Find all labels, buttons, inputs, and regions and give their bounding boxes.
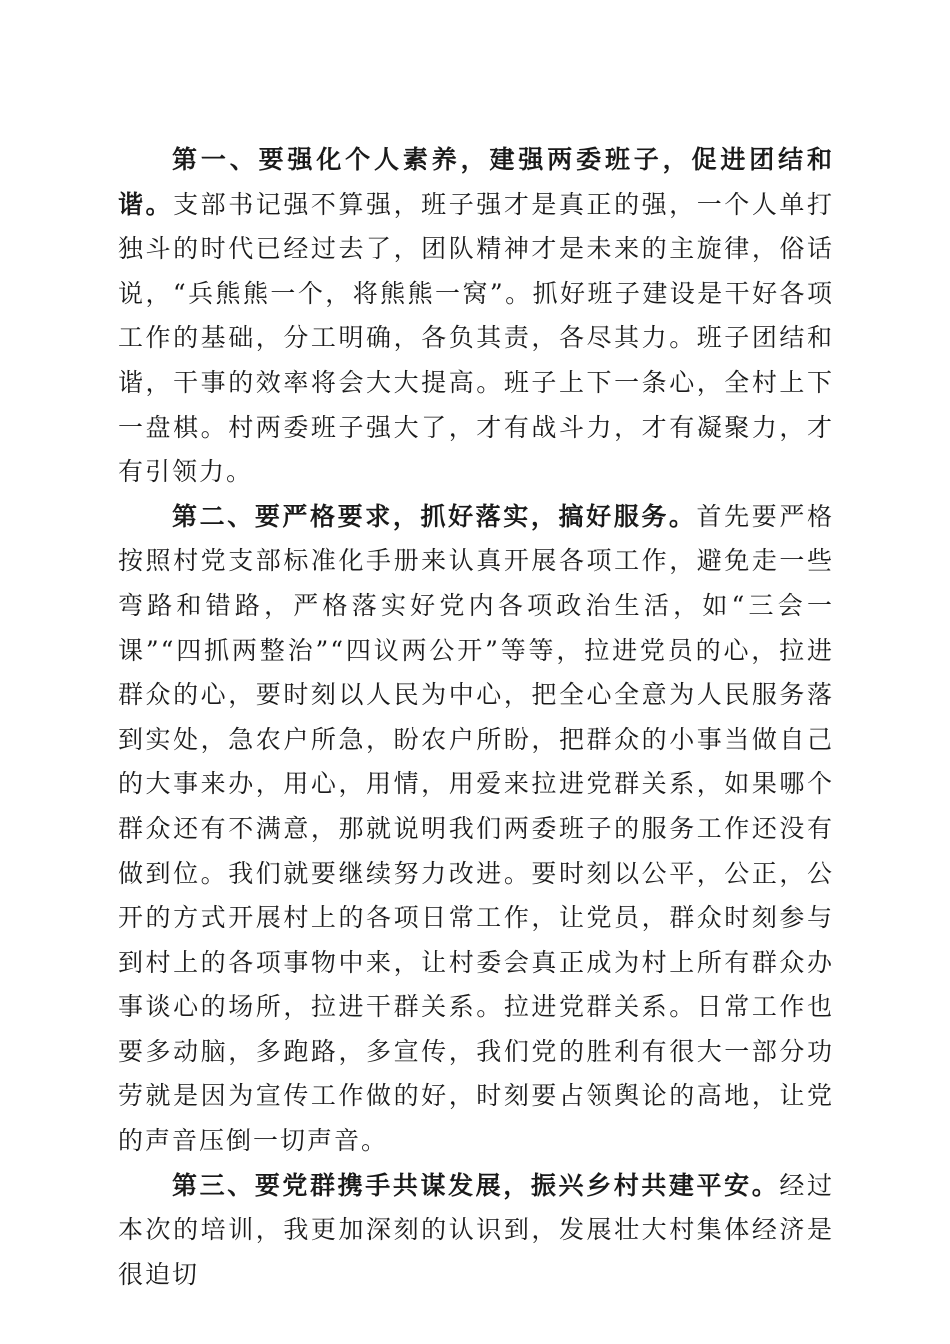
paragraph-1 (118, 138, 834, 495)
document-body (118, 138, 834, 1297)
paragraph-2-heading: 第二、要严格要求，抓好落实，搞好服务。 (172, 501, 697, 531)
paragraph-3-body: 经过本次的培训，我更加深刻的认识到，发展壮大村集体经济是很迫切 (118, 1170, 834, 1289)
paragraph-3-heading: 第三、要党群携手共谋发展，振兴乡村共建平安。 (172, 1170, 780, 1200)
paragraph-2-body: 首先要严格按照村党支部标准化手册来认真开展各项工作，避免走一些弯路和错路，严格落实好党内各项政治生活，如“三会一课”“四抓两整治”“四议两公开”等等，拉进党员的心，拉进群众的心，要时刻以人民为中心，把全心全意为人民服务落到实处，急农户所急，盼农户所盼，把群众的小事当做自己的大事来办，用心，用情，用爱来拉进党群关系，如果哪个群众还有不满意，那就说明我们两委班子的服务工作还没有做到位。我们就要继续努力改进。要时刻以公平，公正，公开的方式开展村上的各项日常工作，让党员，群众时刻参与到村上的各项事物中来，让村委会真正成为村上所有群众办事谈心的场所，拉进干群关系。拉进党群关系。日常工作也要多动脑，多跑路，多宣传，我们党的胜利有很大一部分功劳就是因为宣传工作做的好，时刻要占领舆论的高地，让党的声音压倒一切声音。 (118, 501, 834, 1156)
paragraph-2 (118, 495, 834, 1164)
paragraph-1-body: 支部书记强不算强，班子强才是真正的强，一个人单打独斗的时代已经过去了，团队精神才是未来的主旋律，俗话说，“兵熊熊一个，将熊熊一窝”。抓好班子建设是干好各项工作的基础，分工明确，各负其责，各尽其力。班子团结和谐，干事的效率将会大大提高。班子上下一条心，全村上下一盘棋。村两委班子强大了，才有战斗力，才有凝聚力，才有引领力。 (118, 189, 834, 487)
paragraph-3 (118, 1164, 834, 1298)
paragraph-1-heading: 第一、要强化个人素养，建强两委班子，促进团结和谐。 (118, 145, 834, 219)
